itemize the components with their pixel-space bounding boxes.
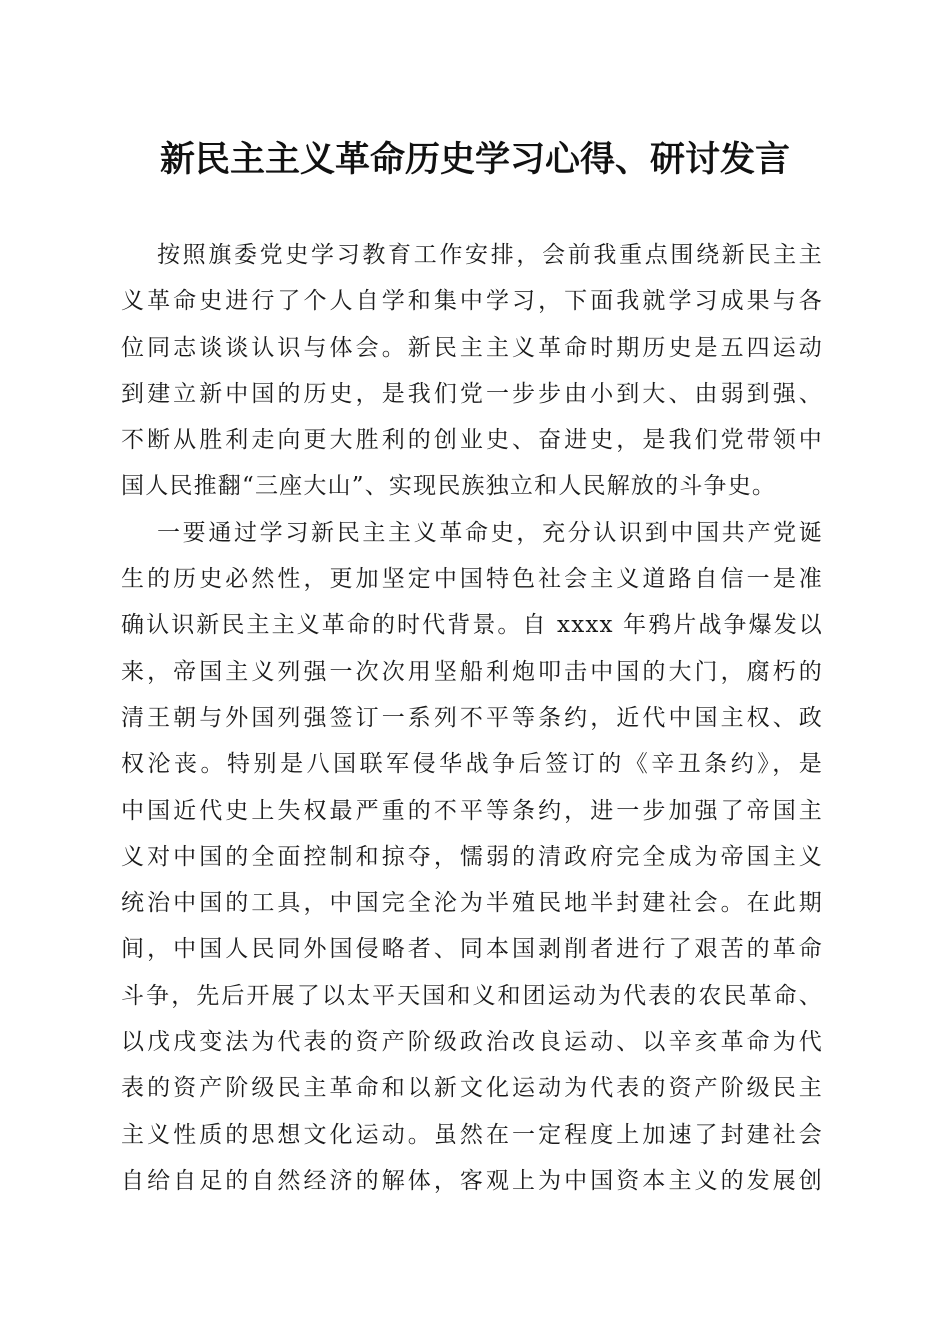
paragraph-2-line-13: 表的资产阶级民主革命和以新文化运动为代表的资产阶级民主 [121, 1075, 823, 1102]
paragraph-2-line-8: 义对中国的全面控制和掠夺，懦弱的清政府完全成为帝国主义 [121, 843, 823, 870]
paragraph-2-line-11: 斗争，先后开展了以太平天国和义和团运动为代表的农民革命、 [121, 982, 823, 1009]
paragraph-2-line-12: 以戊戌变法为代表的资产阶级政治改良运动、以辛亥革命为代 [121, 1029, 823, 1056]
paragraph-2-line-10: 间，中国人民同外国侵略者、同本国剥削者进行了艰苦的革命 [121, 936, 823, 963]
paragraph-2-line-2: 生的历史必然性，更加坚定中国特色社会主义道路自信一是准 [121, 566, 823, 593]
paragraph-2-line-14: 主义性质的思想文化运动。虽然在一定程度上加速了封建社会 [121, 1121, 823, 1148]
paragraph-2-line-6: 权沦丧。特别是八国联军侵华战争后签订的《辛丑条约》，是 [121, 751, 823, 778]
paragraph-2-line-4: 来，帝国主义列强一次次用坚船利炮叩击中国的大门，腐朽的 [121, 658, 823, 685]
paragraph-1-line-3: 位同志谈谈认识与体会。新民主主义革命时期历史是五四运动 [121, 334, 823, 361]
paragraph-2-line-7: 中国近代史上失权最严重的不平等条约，进一步加强了帝国主 [121, 797, 823, 824]
paragraph-2-line-1: 一要通过学习新民主主义革命史，充分认识到中国共产党诞 [157, 519, 823, 546]
paragraph-1-line-2: 义革命史进行了个人自学和集中学习，下面我就学习成果与各 [121, 288, 823, 315]
paragraph-1-line-4: 到建立新中国的历史，是我们党一步步由小到大、由弱到强、 [121, 380, 823, 407]
document-title: 新民主主义革命历史学习心得、研讨发言 [159, 139, 790, 180]
paragraph-1-line-5: 不断从胜利走向更大胜利的创业史、奋进史，是我们党带领中 [121, 427, 823, 454]
paragraph-2-line-9: 统治中国的工具，中国完全沦为半殖民地半封建社会。在此期 [121, 890, 823, 917]
paragraph-2-line-15: 自给自足的自然经济的解体，客观上为中国资本主义的发展创 [121, 1167, 823, 1194]
paragraph-1-line-6: 国人民推翻“三座大山”、实现民族独立和人民解放的斗争史。 [121, 473, 777, 500]
paragraph-2-line-5: 清王朝与外国列强签订一系列不平等条约，近代中国主权、政 [121, 704, 823, 731]
paragraph-1-line-1: 按照旗委党史学习教育工作安排，会前我重点围绕新民主主 [157, 242, 823, 268]
document-body [121, 232, 823, 1204]
paragraph-2-line-3: 确认识新民主主义革命的时代背景。自 xxxx 年鸦片战争爆发以 [121, 612, 823, 639]
